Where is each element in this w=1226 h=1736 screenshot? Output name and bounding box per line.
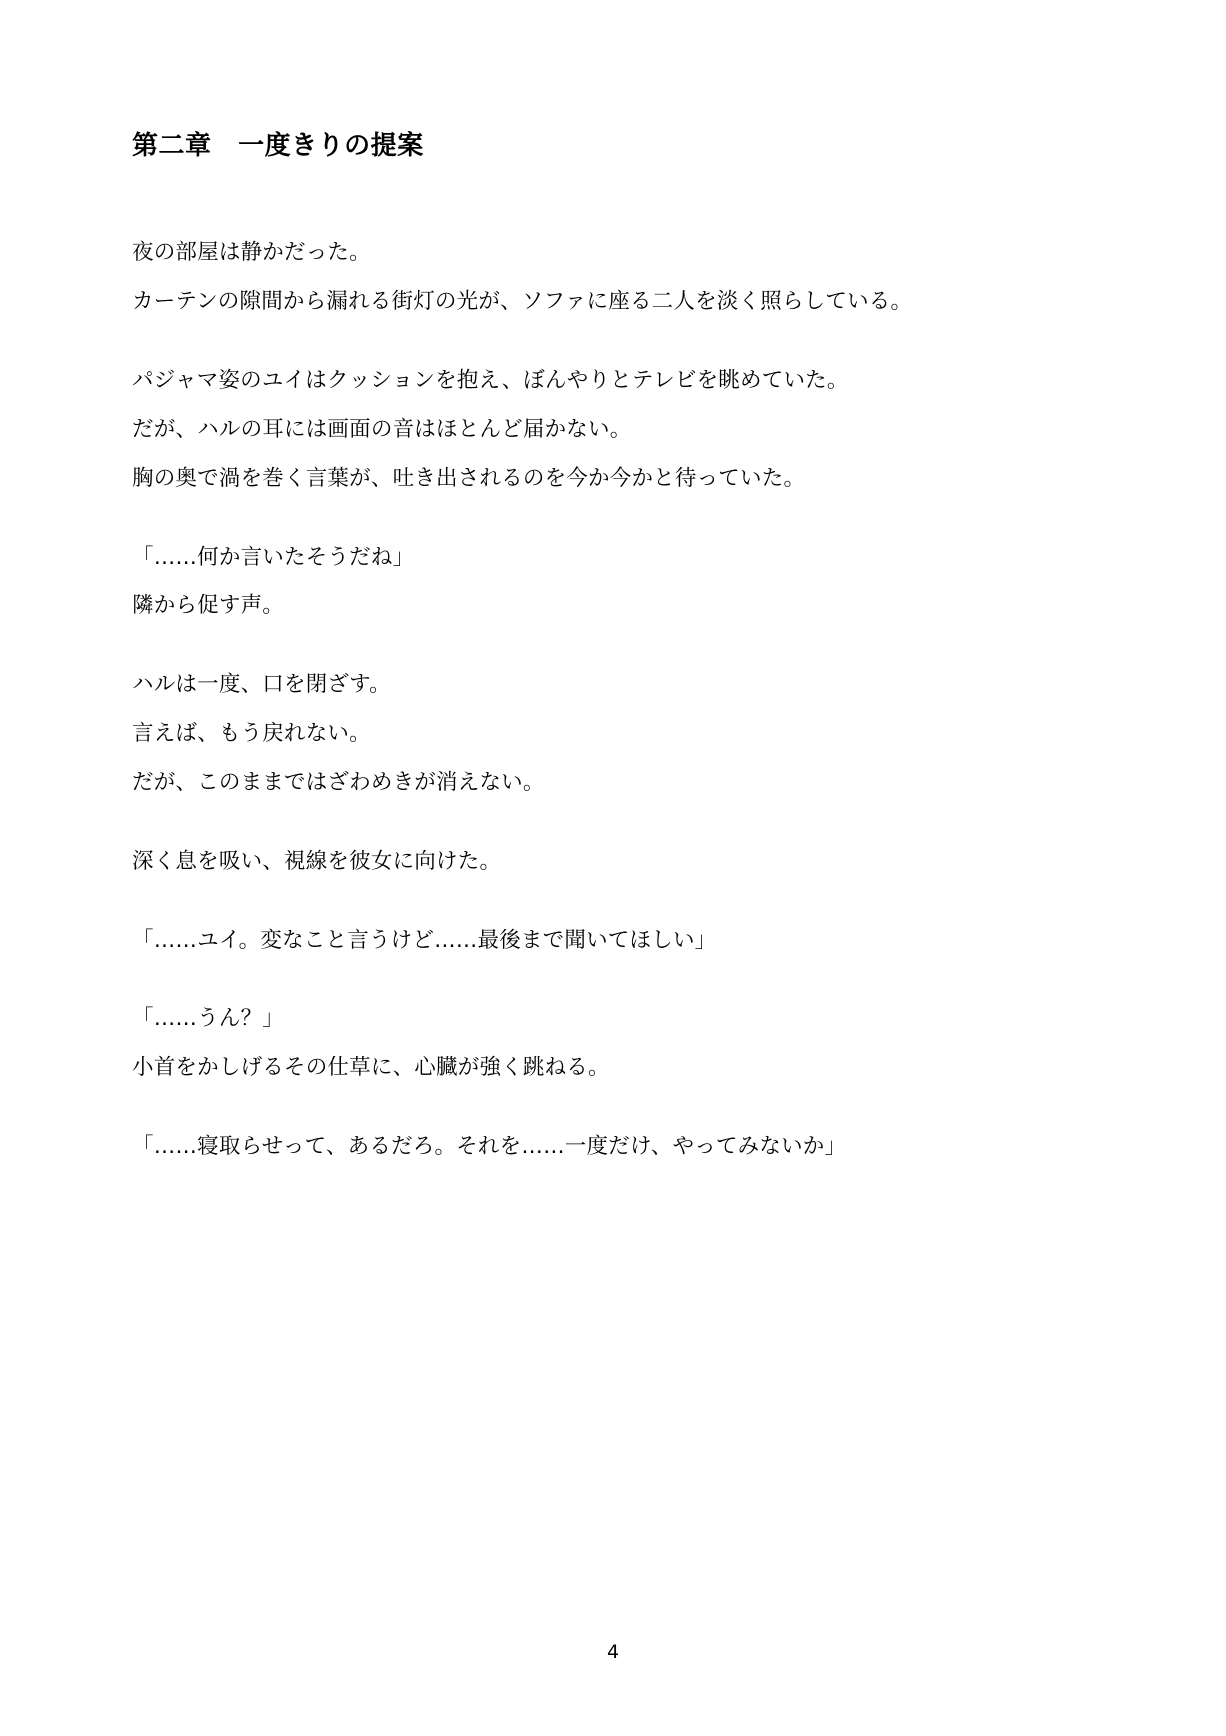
paragraph-block (132, 1130, 1094, 1165)
body-line: だが、このままではざわめきが消えない。 (132, 769, 545, 795)
body-line: 言えば、もう戻れない。 (132, 721, 371, 747)
body-line: 小首をかしげるその仕草に、心臓が強く跳ねる。 (132, 1055, 610, 1081)
body-line: 「……寝取らせって、あるだろ。それを……一度だけ、やってみないか」 (132, 1133, 847, 1159)
paragraph-block (132, 1002, 1094, 1086)
body-line: 胸の奥で渦を巻く言葉が、吐き出されるのを今か今かと待っていた。 (132, 465, 806, 491)
body-line: 隣から促す声。 (132, 593, 285, 619)
paragraph-block (132, 541, 1094, 625)
body-line: ハルは一度、口を閉ざす。 (132, 672, 391, 698)
body-line: 「……ユイ。変なこと言うけど……最後まで聞いてほしい」 (132, 927, 717, 953)
body-line: だが、ハルの耳には画面の音はほとんど届かない。 (132, 416, 632, 442)
body-line: 「……うん？」 (132, 1006, 285, 1032)
page-number: 4 (606, 1641, 620, 1663)
body-line: 夜の部屋は静かだった。 (132, 240, 371, 266)
paragraph-block (132, 668, 1094, 800)
paragraph-block (132, 845, 1094, 880)
paragraph-block (132, 364, 1094, 496)
paragraph-block (132, 236, 1094, 320)
body-line: 深く息を吸い、視線を彼女に向けた。 (132, 848, 502, 874)
document-body (132, 236, 1094, 1164)
paragraph-block (132, 924, 1094, 959)
body-line: パジャマ姿のユイはクッションを抱え、ぼんやりとテレビを眺めていた。 (132, 368, 849, 394)
chapter-title: 第二章 一度きりの提案 (132, 131, 424, 161)
body-line: 「……何か言いたそうだね」 (132, 544, 415, 570)
body-line: カーテンの隙間から漏れる街灯の光が、ソファに座る二人を淡く照らしている。 (132, 289, 913, 315)
